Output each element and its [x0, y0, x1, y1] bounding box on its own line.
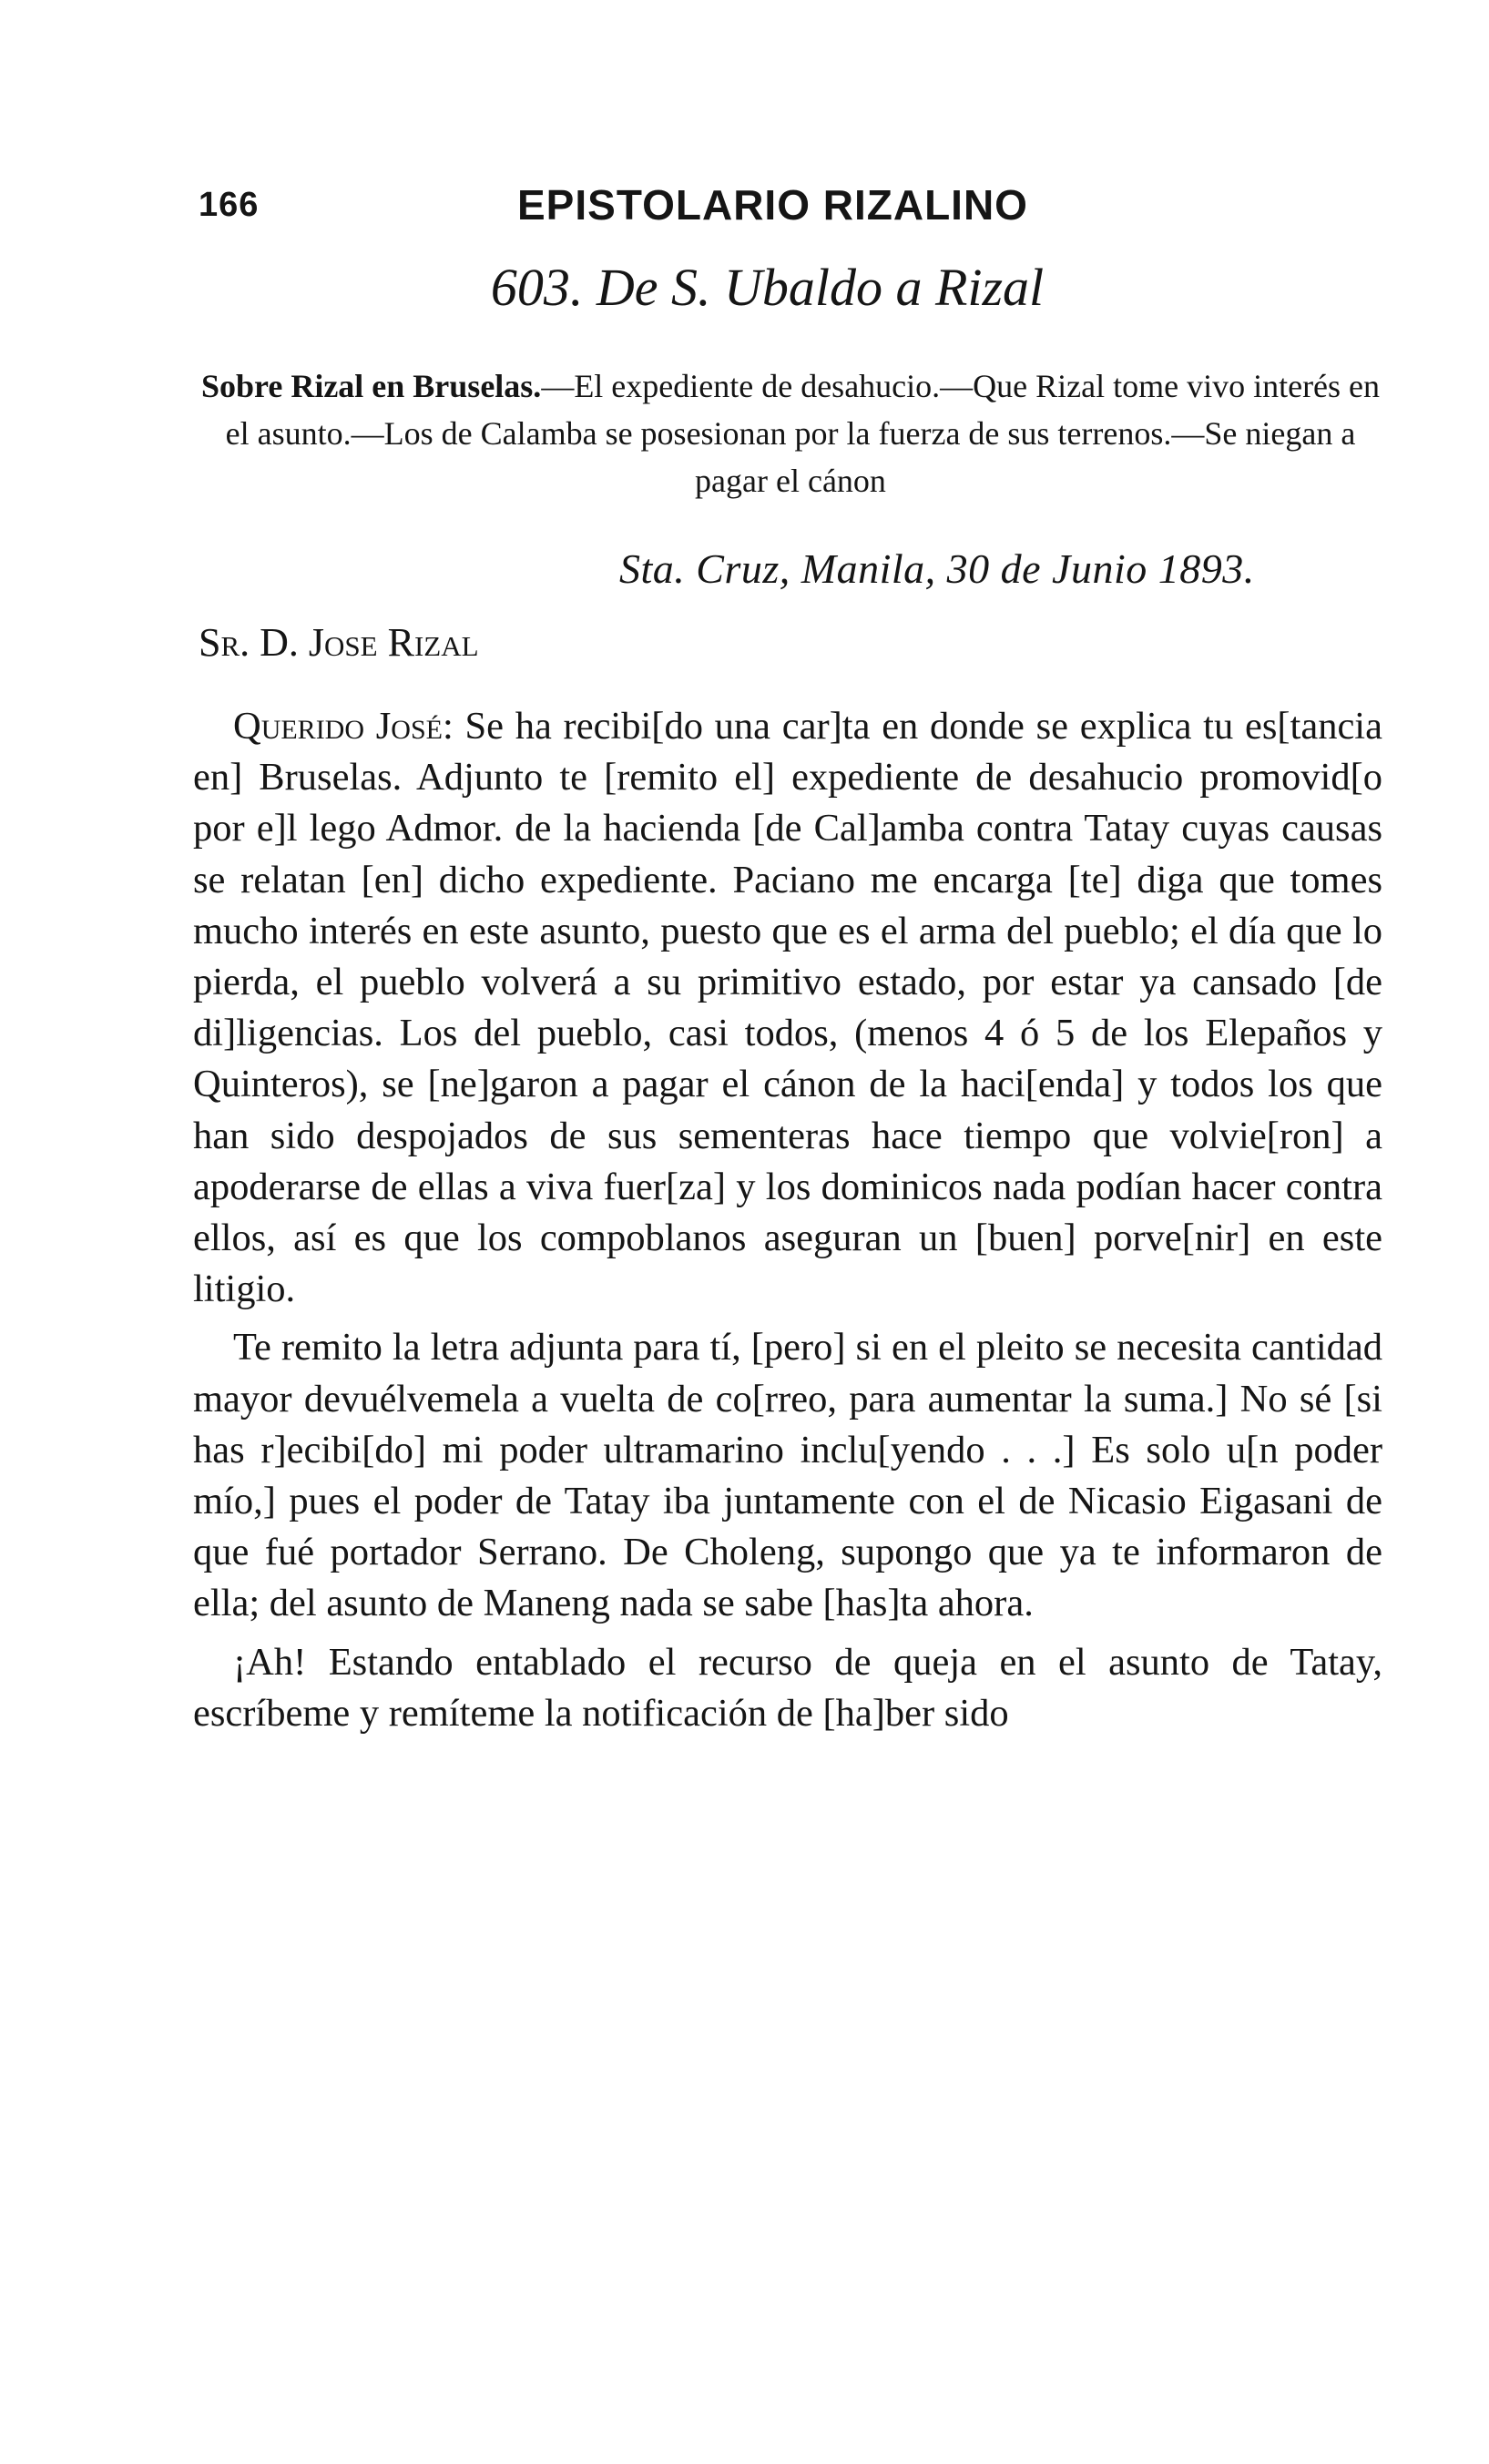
summary-rest: —El expediente de desahucio.—Que Rizal tome vivo interés en el asunto.—Los de Calamba se posesionan por la fuerza de sus terrenos.—Se niegan a pagar el cánon: [225, 368, 1381, 499]
letter-summary: [199, 362, 1382, 504]
body-paragraph: Te remito la letra adjunta para tí, [pero] si en el pleito se necesita cantidad mayor devuélvemela a vuelta de co[rreo, para aumentar la suma.] No sé [si has r]ecibi[do] mi poder ultramarino inclu[yendo . . .] Es solo u[n poder mío,] pues el poder de Tatay iba juntamente con el de Nicasio Eigasani de que fué portador Serrano. De Choleng, supongo que ya te informaron de ella; del asunto de Maneng nada se sabe [has]ta ahora.: [193, 1326, 1382, 1625]
letter-title: 603. De S. Ubaldo a Rizal: [490, 258, 1045, 317]
recipient-name: Sr. D. Jose Rizal: [199, 620, 479, 665]
body-paragraph: ¡Ah! Estando entablado el recurso de queja en el asunto de Tatay, escríbeme y remíteme la notificación de [ha]ber sido: [193, 1640, 1382, 1735]
running-head: [199, 180, 1382, 235]
summary-lead: Sobre Rizal en Bruselas.: [200, 368, 542, 404]
letter-body: [193, 701, 1382, 1739]
paragraph-text: Se ha recibi[do una car]ta en donde se explica tu es[tancia en] Bruselas. Adjunto te [remito el] expediente de desahucio promovid[o por e]l lego Admor. de la hacienda [de Cal]amba contra Tatay cuyas causas se relatan [en] dicho expediente. Paciano me encarga [te] diga que tomes mucho interés en este asunto, puesto que es el arma del pueblo; el día que lo pierda, el pueblo volverá a su primitivo estado, por estar ya cansado [de di]ligencias. Los del pueblo, casi todos, (menos 4 ó 5 de los Elepaños y Quinteros), se [ne]garon a pagar el cánon de la haci[enda] y todos los que han sido despojados de sus sementeras hace tiempo que volvie[ron] a apoderarse de ellas a viva fuer[za] y los dominicos nada podían hacer contra ellos, así es que los compoblanos aseguran un [buen] porve[nir] en este litigio.: [193, 705, 1382, 1311]
page-number: 166: [199, 186, 260, 224]
dateline: Sta. Cruz, Manila, 30 de Junio 1893.: [619, 545, 1255, 592]
greeting: Querido José:: [233, 705, 454, 748]
body-paragraph: [193, 701, 1382, 1315]
header-title: EPISTOLARIO RIZALINO: [517, 181, 1028, 229]
